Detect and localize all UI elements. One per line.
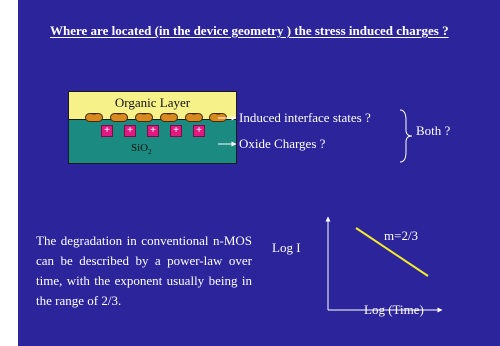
interface-charge: − — [160, 113, 178, 122]
oxide-charge: + — [124, 125, 136, 137]
organic-layer-label: Organic Layer — [114, 95, 191, 110]
oxide-charges-label: Oxide Charges ? — [239, 136, 326, 151]
oxide-charge: + — [170, 125, 182, 137]
slide — [18, 0, 500, 346]
slope-label: m=2/3 — [384, 228, 419, 243]
interface-states-label: Induced interface states ? — [239, 110, 371, 125]
x-axis-label: Log (Time) — [364, 302, 424, 317]
oxide-charge: + — [147, 125, 159, 137]
body-text: The degradation in conventional n-MOS can be described by a power-law over time, with the exponent usually being in the range of 2/3. — [36, 233, 252, 308]
grouping-brace — [400, 110, 412, 162]
oxide-label: SiO$_2$ — [131, 142, 152, 157]
y-axis-label: Log I — [272, 240, 301, 255]
interface-charge: − — [209, 113, 227, 122]
slide-title: Where are located (in the device geometry ) the stress induced charges ? — [50, 23, 449, 38]
oxide-charge: + — [193, 125, 205, 137]
interface-charge: − — [110, 113, 128, 122]
interface-charge: − — [185, 113, 203, 122]
both-label: Both ? — [416, 123, 451, 138]
oxide-charge: + — [101, 125, 113, 137]
interface-charge: − — [85, 113, 103, 122]
interface-charge: − — [135, 113, 153, 122]
